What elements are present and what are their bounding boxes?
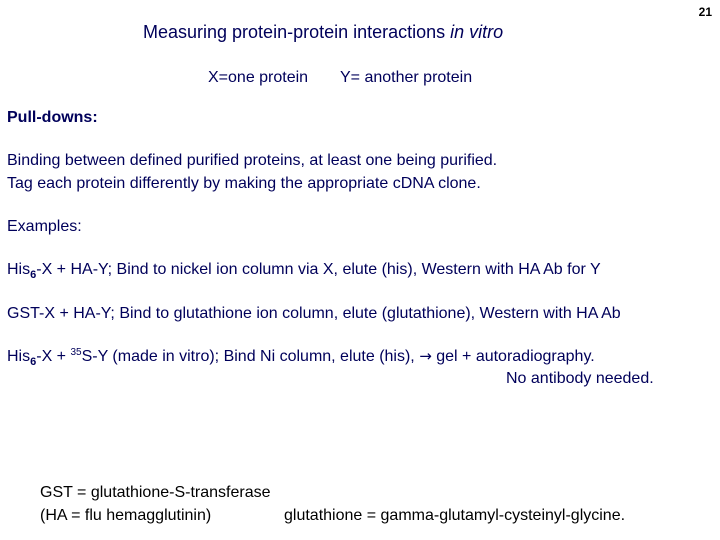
arrow-right-icon: → bbox=[419, 347, 432, 365]
footnote-ha: (HA = flu hemagglutinin) bbox=[40, 507, 212, 524]
slide-title bbox=[143, 23, 503, 41]
footnote-gst: GST = glutathione-S-transferase bbox=[40, 484, 271, 501]
example-3-text: S-Y (made in vitro); Bind Ni column, elute (his), bbox=[81, 348, 420, 365]
slide-number: 21 bbox=[698, 5, 712, 19]
x-definition: X=one protein bbox=[208, 69, 309, 86]
title-emphasis: in vitro bbox=[450, 22, 504, 42]
y-definition: Y= another protein bbox=[340, 69, 473, 86]
example-3-isotope-superscript: 35 bbox=[70, 347, 82, 358]
example-1-text: -X + HA-Y; Bind to nickel ion column via X, elute (his), Western with HA Ab for Y bbox=[36, 261, 601, 278]
example-1-subscript: 6 bbox=[30, 269, 37, 281]
intro-line-1: Binding between defined purified proteins, at least one being purified. bbox=[7, 152, 498, 169]
example-3 bbox=[7, 347, 595, 368]
section-heading: Pull-downs: bbox=[7, 109, 98, 126]
title-main: Measuring protein-protein interactions bbox=[143, 22, 451, 42]
intro-line-2: Tag each protein differently by making the appropriate cDNA clone. bbox=[7, 175, 481, 192]
example-3-line-2: No antibody needed. bbox=[506, 370, 654, 387]
example-3-mid: -X + bbox=[36, 348, 71, 365]
footnote-glutathione: glutathione = gamma-glutamyl-cysteinyl-glycine. bbox=[284, 507, 626, 524]
example-2: GST-X + HA-Y; Bind to glutathione ion column, elute (glutathione), Western with HA Ab bbox=[7, 305, 621, 322]
example-3-his: His bbox=[7, 348, 31, 365]
example-1 bbox=[7, 261, 601, 281]
examples-label: Examples: bbox=[7, 218, 82, 235]
example-3-subscript: 6 bbox=[30, 356, 37, 368]
example-1-his: His bbox=[7, 261, 31, 278]
example-3-end: gel + autoradiography. bbox=[431, 348, 595, 365]
